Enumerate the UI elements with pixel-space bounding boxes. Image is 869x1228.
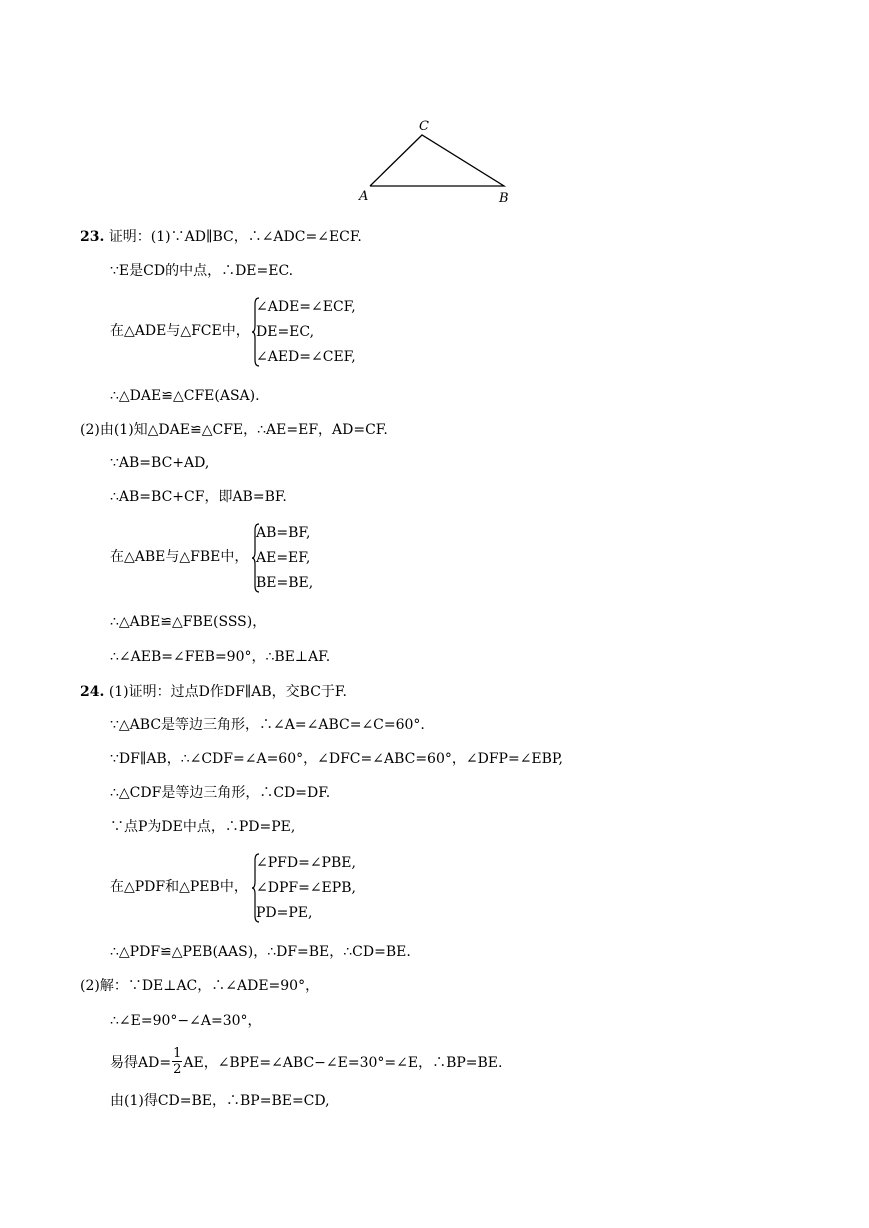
problem-23-line-5: ∵AB=BC+AD, — [110, 455, 210, 471]
problem-23-system-2 — [252, 522, 362, 594]
system-2-row-3: BE=BE, — [256, 575, 314, 591]
system-2-row-1: AB=BF, — [256, 525, 311, 541]
problem-23-line-8: ∴∠AEB=∠FEB=90°，∴BE⊥AF. — [110, 649, 331, 665]
triangle-figure — [340, 112, 530, 212]
problem-24-line-2: ∵△ABC是等边三角形，∴∠A=∠ABC=∠C=60°. — [110, 717, 425, 733]
vertex-c-label: C — [419, 119, 429, 134]
problem-24-line-3: ∵DF∥AB，∴∠CDF=∠A=60°，∠DFC=∠ABC=60°，∠DFP=∠EBP, — [110, 751, 563, 767]
problem-24-number: 24. — [80, 684, 105, 700]
problem-24-text: (1)证明：过点D作DF∥AB，交BC于F. — [108, 684, 347, 700]
fraction-one-half — [172, 1046, 182, 1077]
system-1-row-2: DE=EC, — [256, 324, 315, 340]
system-1-row-3: ∠AED=∠CEF, — [256, 349, 356, 365]
problem-23-system-1-prefix: 在△ADE与△FCE中， — [110, 323, 250, 339]
problem-23-line-6: ∴AB=BC+CF，即AB=BF. — [110, 489, 287, 505]
problem-23-number: 23. — [80, 229, 105, 245]
system-1-row-1: ∠ADE=∠ECF, — [256, 299, 356, 315]
problem-24-line-1 — [80, 683, 347, 701]
problem-24-line-4: ∴△CDF是等边三角形，∴CD=DF. — [110, 785, 331, 801]
problem-24-line-8: ∴∠E=90°−∠A=30°， — [110, 1013, 262, 1029]
vertex-b-label: B — [499, 191, 509, 206]
problem-23-system-2-prefix: 在△ABE与△FBE中， — [110, 549, 249, 565]
system-3-row-1: ∠PFD=∠PBE, — [256, 855, 356, 871]
problem-24-line-10: 由(1)得CD=BE，∴BP=BE=CD, — [110, 1093, 330, 1109]
system-3-row-2: ∠DPF=∠EPB, — [256, 880, 356, 896]
problem-23-line-7: ∴△ABE≌△FBE(SSS)， — [110, 614, 267, 630]
line-9-suffix: AE，∠BPE=∠ABC−∠E=30°=∠E，∴BP=BE. — [183, 1055, 503, 1071]
problem-23-line-3: ∴△DAE≌△CFE(ASA). — [110, 388, 260, 404]
line-9-prefix: 易得AD= — [110, 1055, 172, 1071]
problem-24-system-prefix: 在△PDF和△PEB中， — [110, 879, 248, 895]
problem-23-line-2: ∵E是CD的中点，∴DE=EC. — [110, 263, 294, 279]
problem-24-line-6: ∴△PDF≌△PEB(AAS)，∴DF=BE，∴CD=BE. — [110, 944, 411, 960]
problem-24-line-9 — [110, 1046, 502, 1080]
problem-24-line-7: (2)解：∵DE⊥AC，∴∠ADE=90°， — [80, 978, 320, 994]
triangle-diagram — [340, 112, 530, 212]
problem-23-line-4: (2)由(1)知△DAE≌△CFE，∴AE=EF，AD=CF. — [80, 422, 388, 438]
problem-23-line-1 — [80, 228, 362, 246]
vertex-a-label: A — [359, 189, 369, 204]
problem-24-line-5: ∵点P为DE中点，∴PD=PE, — [110, 819, 296, 835]
fraction-denominator: 2 — [173, 1061, 182, 1077]
fraction-numerator: 1 — [173, 1045, 182, 1061]
triangle-abc — [370, 135, 504, 186]
problem-23-system-1 — [252, 296, 382, 368]
system-2-row-2: AE=EF, — [256, 550, 311, 566]
problem-23-text: 证明：(1)∵AD∥BC，∴∠ADC=∠ECF. — [108, 229, 362, 245]
problem-24-system — [252, 852, 392, 924]
system-3-row-3: PD=PE, — [256, 905, 313, 921]
